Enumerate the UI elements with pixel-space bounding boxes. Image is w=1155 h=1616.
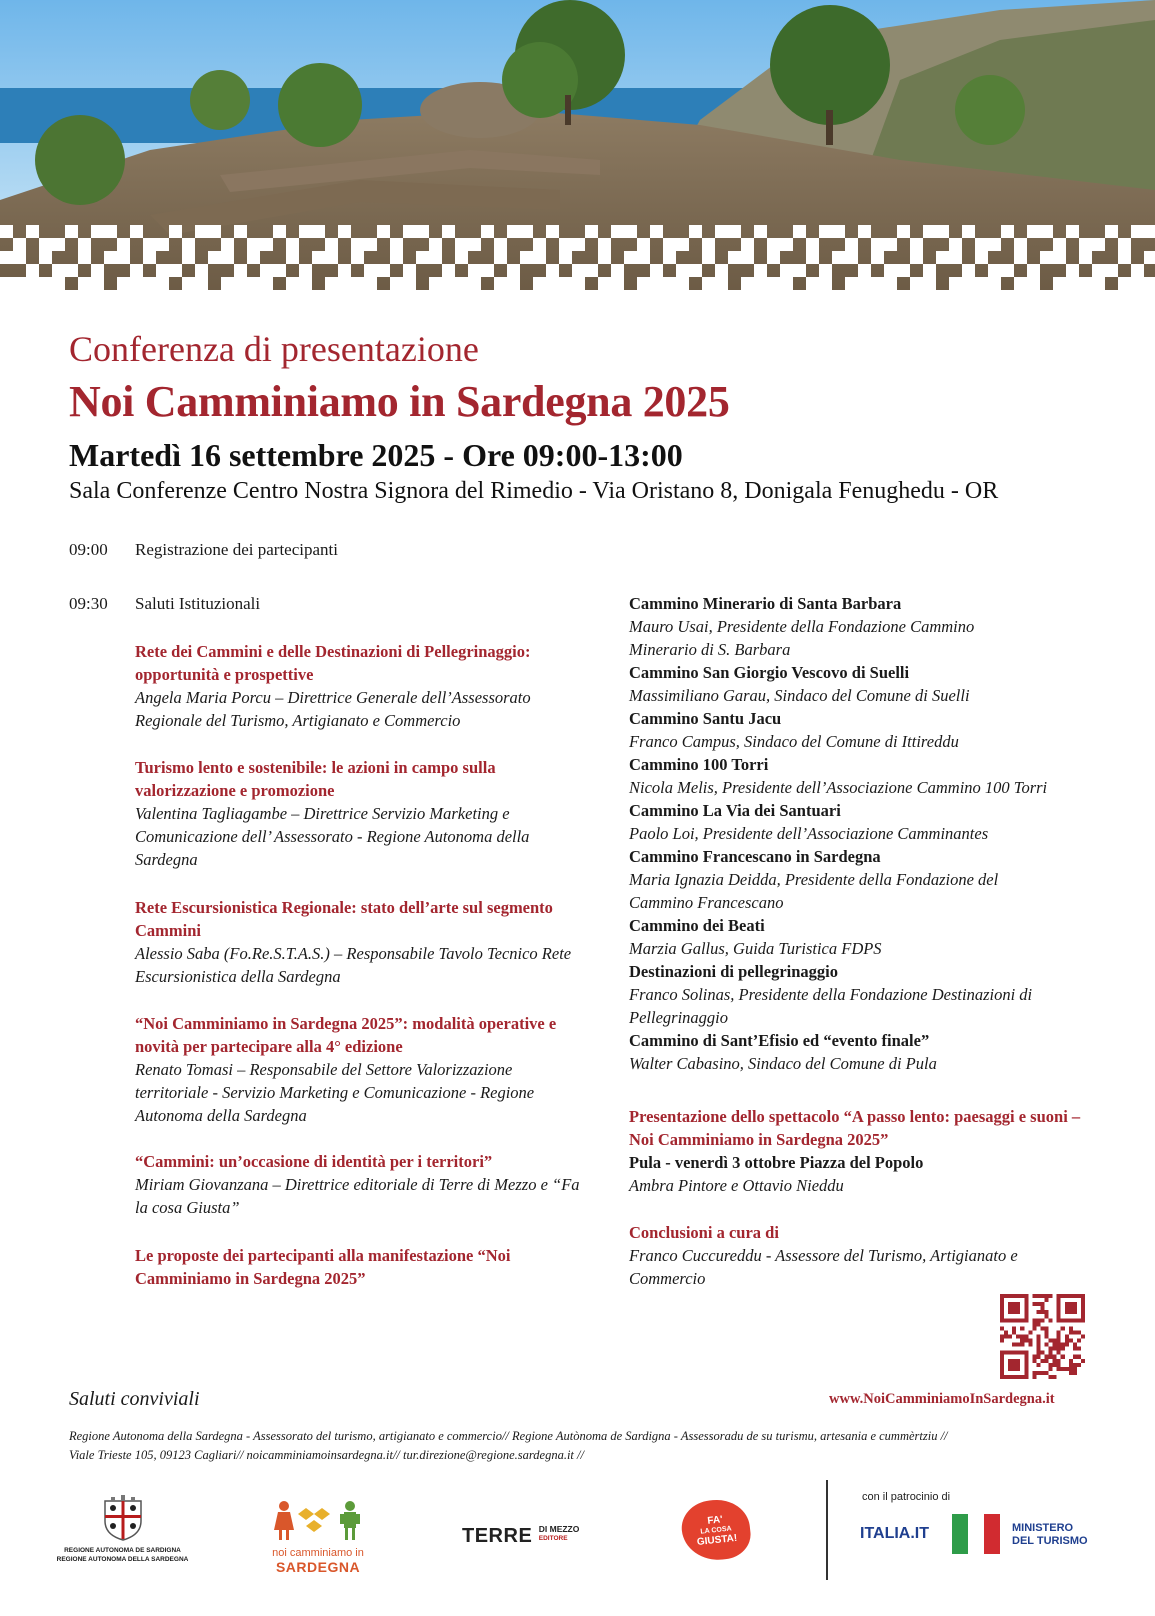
talk <box>135 1012 585 1127</box>
footer-address <box>69 1427 1099 1465</box>
show-title: Presentazione dello spettacolo “A passo lento: paesaggi e suoni – Noi Camminiamo in Sardegna 2025” <box>629 1107 1081 1149</box>
talk-speaker: Miriam Giovanzana – Direttrice editoriale di Terre di Mezzo e “Fa la cosa Giusta” <box>135 1175 580 1217</box>
schedule-label: Registrazione dei partecipanti <box>135 540 338 559</box>
patronage-label: con il patrocinio di <box>862 1491 951 1503</box>
event-title: Noi Camminiamo in Sardegna 2025 <box>69 377 730 426</box>
cammino-title: Destinazioni di pellegrinaggio <box>629 962 839 981</box>
cammino-speaker: Marzia Gallus, Guida Turistica FDPS <box>629 939 882 958</box>
talk <box>135 1150 585 1219</box>
talk-speaker: Valentina Tagliagambe – Direttrice Servizio Marketing e Comunicazione dell’ Assessorato - Regione Autonoma della Sardegna <box>135 804 530 869</box>
cammino-title: Cammino di Sant’Efisio ed “evento finale” <box>629 1031 930 1050</box>
region-logo-text: REGIONE AUTONOMA DE SARDIGNA <box>64 1547 181 1554</box>
cammino-speaker: Franco Solinas, Presidente della Fondazione Destinazioni di Pellegrinaggio <box>629 985 1033 1027</box>
cammino-title: Cammino La Via dei Santuari <box>629 801 841 820</box>
ncs-logo-text: SARDEGNA <box>275 1559 361 1575</box>
cammino-speaker: Franco Campus, Sindaco del Comune di Ittireddu <box>629 732 959 751</box>
italian-flag-icon <box>952 1514 1000 1554</box>
sardinia-coat-of-arms-icon <box>101 1495 145 1541</box>
ncs-logo-text: noi camminiamo in <box>272 1547 364 1559</box>
header-photo <box>0 0 1155 300</box>
talk-speaker: Alessio Saba (Fo.Re.S.T.A.S.) – Responsabile Tavolo Tecnico Rete Escursionistica della Sardegna <box>135 944 572 986</box>
cammino-speaker: Walter Cabasino, Sindaco del Comune di Pula <box>629 1054 937 1073</box>
footer-line: Viale Trieste 105, 09123 Cagliari// noicamminiamoinsardegna.it// tur.direzione@regione.sardegna.it // <box>69 1448 584 1462</box>
show-artists: Ambra Pintore e Ottavio Nieddu <box>629 1176 844 1195</box>
show-block <box>629 1105 1089 1197</box>
talk <box>135 756 585 871</box>
walking-figures-icon <box>270 1500 366 1542</box>
cammino-title: Cammino Santu Jacu <box>629 709 782 728</box>
cammino-title: Cammino dei Beati <box>629 916 765 935</box>
ncs-logo <box>258 1500 378 1575</box>
conclusion-speaker: Franco Cuccureddu - Assessore del Turismo, Artigianato e Commercio <box>629 1246 1018 1288</box>
cammino-speaker: Mauro Usai, Presidente della Fondazione Cammino Minerario di S. Barbara <box>629 617 975 659</box>
schedule-time: 09:30 <box>69 594 108 613</box>
talk-title: Turismo lento e sostenibile: le azioni in campo sulla valorizzazione e promozione <box>135 758 496 800</box>
conclusion-block <box>629 1221 1049 1290</box>
show-place: Pula - venerdì 3 ottobre Piazza del Popolo <box>629 1153 924 1172</box>
schedule-label: Saluti Istituzionali <box>135 594 261 613</box>
fa-logo-text: GIUSTA! <box>696 1532 738 1548</box>
conference-subtitle: Conferenza di presentazione <box>69 329 479 369</box>
talk-speaker: Renato Tomasi – Responsabile del Settore Valorizzazione territoriale - Servizio Marketing e Comunicazione - Regione Autonoma della Sardegna <box>135 1060 535 1125</box>
talk-title: “Cammini: un’occasione di identità per i territori” <box>135 1152 493 1171</box>
region-logo <box>55 1495 190 1570</box>
cammino-speaker: Nicola Melis, Presidente dell’Associazione Cammino 100 Torri <box>629 778 1048 797</box>
cammino-title: Cammino San Giorgio Vescovo di Suelli <box>629 663 910 682</box>
ministry-logo-text: MINISTERO <box>1012 1522 1074 1534</box>
talk <box>135 1244 585 1290</box>
fa-la-cosa-giusta-logo <box>679 1497 753 1564</box>
terre-logo-text: TERRE <box>462 1525 533 1547</box>
talk-title: Rete Escursionistica Regionale: stato dell’arte sul segmento Cammini <box>135 898 553 940</box>
event-date: Martedì 16 settembre 2025 - Ore 09:00-13:00 <box>69 437 683 473</box>
cammino-speaker: Paolo Loi, Presidente dell’Associazione Camminantes <box>629 824 989 843</box>
ministry-logo-text: DEL TURISMO <box>1012 1535 1088 1547</box>
talk-title: Rete dei Cammini e delle Destinazioni di Pellegrinaggio: opportunità e prospettive <box>135 642 531 684</box>
logo-divider <box>826 1480 828 1580</box>
cammino-speaker: Massimiliano Garau, Sindaco del Comune di Suelli <box>629 686 970 705</box>
terre-logo-text: EDITORE <box>538 1535 568 1542</box>
cammino-title: Cammino Francescano in Sardegna <box>629 847 881 866</box>
qr-code[interactable] <box>1000 1294 1085 1379</box>
fa-logo-text: LA COSA <box>700 1524 732 1536</box>
talk <box>135 640 585 732</box>
talk-title: Le proposte dei partecipanti alla manifestazione “Noi Camminiamo in Sardegna 2025” <box>135 1246 511 1288</box>
talk <box>135 896 585 988</box>
closing-text: Saluti conviviali <box>69 1388 200 1410</box>
talk-speaker: Angela Maria Porcu – Direttrice Generale dell’Assessorato Regionale del Turismo, Artigianato e Commercio <box>135 688 531 730</box>
footer-line: Regione Autonoma della Sardegna - Assessorato del turismo, artigianato e commercio// Regione Autònoma de Sardigna - Assessoradu de su turismu, artesania e cummèrtziu // <box>69 1429 948 1443</box>
italia-it-logo: ITALIA.IT <box>860 1525 930 1542</box>
event-venue: Sala Conferenze Centro Nostra Signora del Rimedio - Via Oristano 8, Donigala Fenughedu - OR <box>69 478 999 504</box>
region-logo-text: REGIONE AUTONOMA DELLA SARDEGNA <box>56 1556 189 1563</box>
terre-logo-text: DI MEZZO <box>538 1524 580 1534</box>
cammino-speaker: Maria Ignazia Deidda, Presidente della Fondazione del Cammino Francescano <box>629 870 999 912</box>
cammini-list <box>629 592 1099 1075</box>
conclusion-title: Conclusioni a cura di <box>629 1223 779 1242</box>
cammino-title: Cammino Minerario di Santa Barbara <box>629 594 902 613</box>
schedule-time: 09:00 <box>69 540 108 559</box>
ministry-logo <box>1012 1522 1088 1548</box>
talk-title: “Noi Camminiamo in Sardegna 2025”: modalità operative e novità per partecipare alla 4° edizione <box>135 1014 557 1056</box>
fa-logo-text: FA' <box>706 1513 724 1527</box>
cammino-title: Cammino 100 Torri <box>629 755 769 774</box>
terre-di-mezzo-logo <box>462 1525 602 1551</box>
website-link[interactable]: www.NoiCamminiamoInSardegna.it <box>829 1391 1055 1407</box>
